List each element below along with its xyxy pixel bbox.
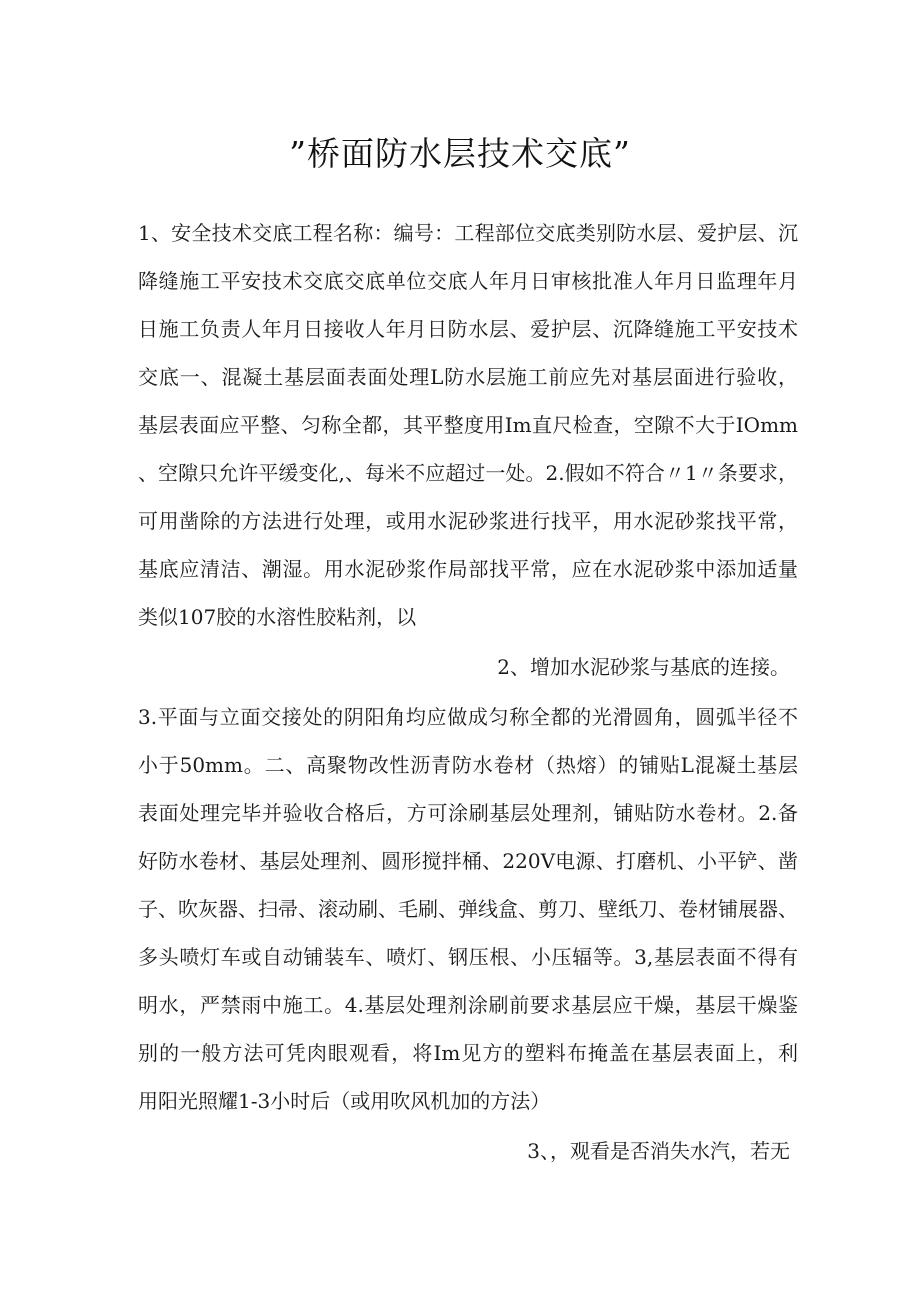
- body-line: 1、安全技术交底工程名称：编号：工程部位交底类别防水层、爱护层、沉: [138, 221, 798, 245]
- body-line-right: 3、，观看是否消失水汽，若无: [527, 1139, 790, 1163]
- body-line: 多头喷灯车或自动铺装车、喷灯、钢压根、小压辐等。3,基层表面不得有: [138, 945, 798, 969]
- body-line: 基层表面应平整、匀称全都，其平整度用Im直尺检查，空隙不大于IOmm: [138, 413, 798, 437]
- body-line: 好防水卷材、基层处理剂、圆形搅拌桶、220V电源、打磨机、小平铲、凿: [138, 849, 798, 873]
- body-line: 3.平面与立面交接处的阴阳角均应做成匀称全都的光滑圆角，圆弧半径不: [138, 705, 798, 729]
- document-title: ”桥面防水层技术交底”: [289, 134, 631, 173]
- body-line: 别的一般方法可凭肉眼观看，将Im见方的塑料布掩盖在基层表面上，利: [138, 1041, 798, 1065]
- body-line: 类似107胶的水溶性胶粘剂，以: [138, 605, 417, 629]
- body-line: 、空隙只允许平缓变化,、每米不应超过一处。2.假如不符合〃1〃条要求，: [138, 461, 798, 485]
- body-line: 明水，严禁雨中施工。4.基层处理剂涂刷前要求基层应干燥，基层干燥鉴: [138, 993, 798, 1017]
- body-line: 可用凿除的方法进行处理，或用水泥砂浆进行找平，用水泥砂浆找平常，: [138, 509, 798, 533]
- body-line: 降缝施工平安技术交底交底单位交底人年月日审核批准人年月日监理年月: [138, 269, 798, 293]
- body-line: 子、吹灰器、扫帚、滚动刷、毛刷、弹线盒、剪刀、壁纸刀、卷材铺展器、: [138, 897, 798, 921]
- body-line-right: 2、增加水泥砂浆与基底的连接。: [497, 655, 790, 679]
- body-line: 日施工负责人年月日接收人年月日防水层、爱护层、沉降缝施工平安技术: [138, 317, 798, 341]
- body-line: 交底一、混凝土基层面表面处理L防水层施工前应先对基层面进行验收，: [138, 365, 798, 389]
- body-line: 小于50mm。二、高聚物改性沥青防水卷材（热熔）的铺贴L混凝土基层: [138, 753, 798, 777]
- body-line: 基底应清洁、潮湿。用水泥砂浆作局部找平常，应在水泥砂浆中添加适量: [138, 557, 798, 581]
- body-line: 用阳光照耀1-3小时后（或用吹风机加的方法）: [138, 1089, 551, 1113]
- body-line: 表面处理完毕并验收合格后，方可涂刷基层处理剂，铺贴防水卷材。2.备: [138, 801, 798, 825]
